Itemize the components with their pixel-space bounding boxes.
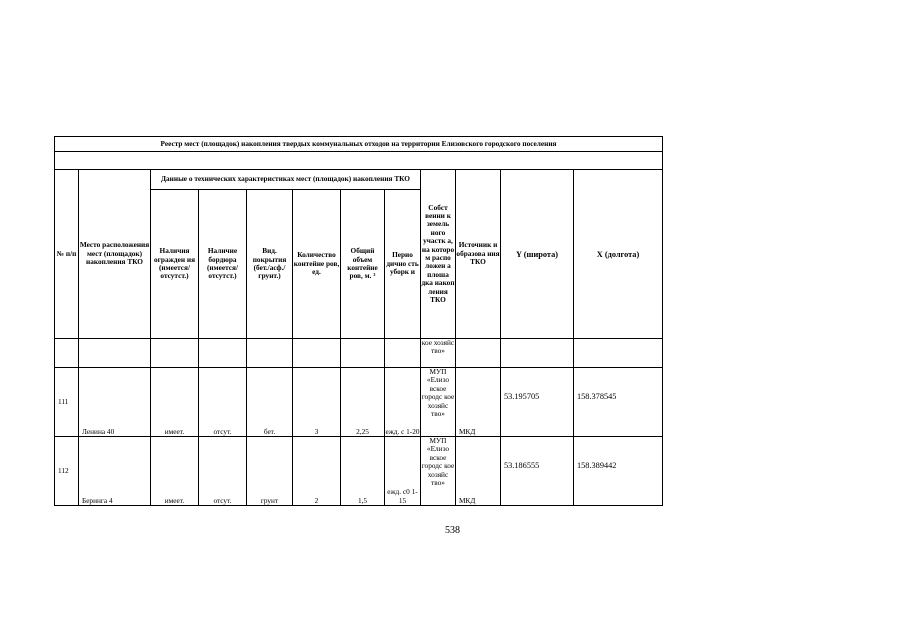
row-count: 3 bbox=[293, 368, 341, 437]
row-volume: 2,25 bbox=[341, 368, 385, 437]
header-fence: Наличия огражден ия (имеется/ отсутст.) bbox=[151, 190, 199, 339]
row-border: отсут. bbox=[199, 437, 247, 506]
table-row bbox=[55, 368, 663, 437]
row-border: отсут. bbox=[199, 368, 247, 437]
row-count: 2 bbox=[293, 437, 341, 506]
row-num: 111 bbox=[55, 368, 79, 437]
header-volume: Общий объем контейне ров, м. ³ bbox=[341, 190, 385, 339]
header-owner: Собст венни к земель ного участк а, на которо м распо ложен а плоша дка накоп ления ТКО bbox=[421, 170, 456, 339]
row-frequency: ежд. с 1-20 bbox=[385, 368, 421, 437]
page-number: 538 bbox=[445, 525, 460, 536]
blank-row bbox=[55, 152, 663, 170]
header-source: Источник и образова ния ТКО bbox=[456, 170, 501, 339]
row-fence: имеет. bbox=[151, 437, 199, 506]
row-lat: 53.186555 bbox=[501, 437, 574, 506]
table-row bbox=[55, 437, 663, 506]
row-cover: бет. bbox=[247, 368, 293, 437]
row-cover: грунт bbox=[247, 437, 293, 506]
header-lat: Y (широта) bbox=[501, 170, 574, 339]
header-cover: Вид. покрытия (бет./асф./ грунт.) bbox=[247, 190, 293, 339]
registry-table bbox=[54, 136, 663, 506]
header-tech-group: Данные о технических характеристиках мест (площадок) накопления ТКО bbox=[151, 170, 421, 190]
header-container-count: Количество контейне ров, ед. bbox=[293, 190, 341, 339]
header-border: Наличие бордюра (имеется/ отсутст.) bbox=[199, 190, 247, 339]
header-frequency: Перио дично сть уборк и bbox=[385, 190, 421, 339]
table-title: Реестр мест (площадок) накопления твердых коммунальных отходов на территории Елизовского городского поселения bbox=[55, 137, 663, 152]
row-location: Ленина 40 bbox=[79, 368, 151, 437]
header-lon: X (долгота) bbox=[574, 170, 663, 339]
row-fence: имеет. bbox=[151, 368, 199, 437]
continuation-owner: кое хозяйс тво» bbox=[421, 339, 456, 368]
row-owner: МУП «Елизо вское городс кое хозяйс тво» bbox=[421, 437, 456, 506]
row-lon: 158.378545 bbox=[574, 368, 663, 437]
row-lat: 53.195705 bbox=[501, 368, 574, 437]
header-location: Место расположения мест (площадок) накопления ТКО bbox=[79, 170, 151, 339]
row-lon: 158.389442 bbox=[574, 437, 663, 506]
row-location: Беринга 4 bbox=[79, 437, 151, 506]
continuation-row bbox=[55, 339, 663, 368]
row-owner: МУП «Елизо вское городс кое хозяйс тво» bbox=[421, 368, 456, 437]
row-source: МКД bbox=[456, 437, 501, 506]
row-volume: 1,5 bbox=[341, 437, 385, 506]
header-num: № п/п bbox=[55, 170, 79, 339]
row-num: 112 bbox=[55, 437, 79, 506]
row-frequency: ежд. с0 1-15 bbox=[385, 437, 421, 506]
row-source: МКД bbox=[456, 368, 501, 437]
